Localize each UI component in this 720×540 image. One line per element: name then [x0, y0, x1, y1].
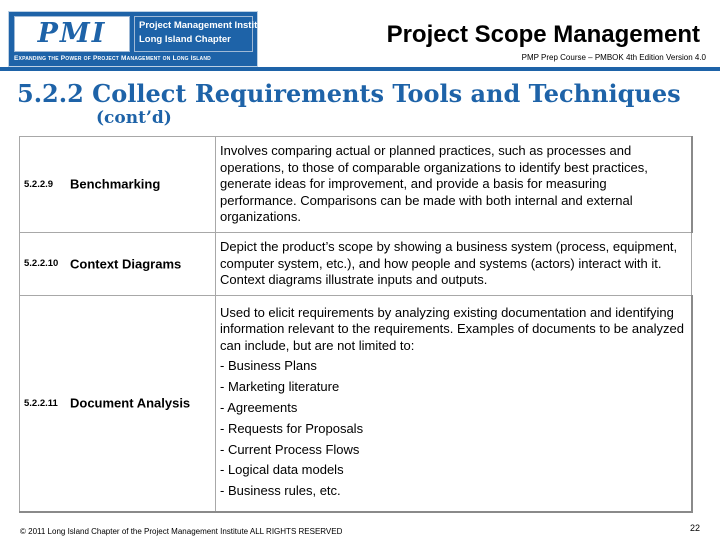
header-rule — [0, 67, 720, 71]
slide-heading: 5.2.2 Collect Requirements Tools and Techniques — [17, 79, 681, 108]
description-text: Involves comparing actual or planned practices, such as processes and operations, to those of comparable organizations to identify best practices, generate ideas for improvement, and provide a basis for measuring performance. Comparisons can be made with both internal and external organizations. — [220, 143, 648, 225]
term-cell — [20, 233, 216, 296]
list-item: - Agreements — [220, 400, 298, 416]
logo-text-box — [134, 16, 272, 52]
pmi-logo — [8, 11, 272, 67]
description-cell — [216, 296, 692, 513]
list-item: - Business Plans — [220, 358, 317, 374]
page-number: 22 — [689, 523, 700, 533]
table-row — [20, 296, 692, 513]
description-text: Depict the product’s scope by showing a business system (process, equipment, computer system, etc.), and how people and systems (actors) interact with it. Context diagrams illustrate inputs and outputs. — [220, 239, 678, 288]
logo-tagline: Expanding the Power of Project Management on Long Island — [14, 55, 211, 62]
list-item: - Logical data models — [220, 462, 344, 478]
section-number: 5.2.2.11 — [24, 397, 58, 409]
table-row — [20, 137, 692, 233]
term-cell — [20, 296, 216, 513]
list-item: - Current Process Flows — [220, 441, 360, 457]
slide-subheading: (cont’d) — [96, 108, 172, 128]
copyright-notice: © 2011 Long Island Chapter of the Project Management Institute ALL RIGHTS RESERVED — [20, 527, 343, 536]
section-number: 5.2.2.9 — [24, 178, 54, 190]
list-item: - Requests for Proposals — [220, 420, 364, 436]
description-cell — [216, 233, 692, 296]
techniques-table — [19, 136, 693, 513]
document-list — [220, 356, 686, 502]
section-number: 5.2.2.10 — [24, 258, 59, 270]
list-item: - Marketing literature — [220, 379, 340, 395]
logo-line-2: Long Island Chapter — [139, 34, 231, 45]
description-cell — [216, 137, 692, 233]
logo-line-1: Project Management Institute — [139, 20, 272, 31]
technique-name: Benchmarking — [70, 176, 161, 192]
course-line: PMP Prep Course – PMBOK 4th Edition Version 4.0 — [521, 53, 706, 62]
term-cell — [20, 137, 216, 233]
list-item: - Business rules, etc. — [220, 483, 341, 499]
description-text: Used to elicit requirements by analyzing existing documentation and identifying information relevant to the requirements. Examples of documents to be analyzed can include, but are not limited to: — [220, 304, 684, 353]
technique-name: Context Diagrams — [70, 256, 182, 272]
main-title: Project Scope Management — [386, 21, 700, 48]
logo-mark: PMI — [14, 16, 130, 52]
technique-name: Document Analysis — [70, 395, 191, 411]
table-row — [20, 233, 692, 296]
